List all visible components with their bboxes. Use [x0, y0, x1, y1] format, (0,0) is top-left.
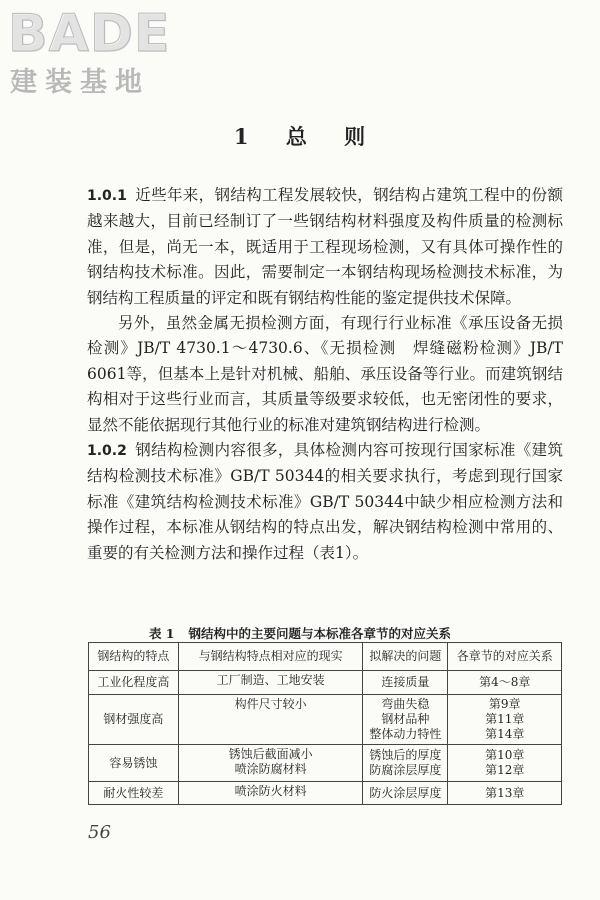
paragraph-text: 近些年来，钢结构工程发展较快，钢结构占建筑工程中的份额越来越大，目前已经制订了一些钢结构材料强度及构件质量的检测标准，但是，尚无一本，既适用于工程现场检测，又有具体可操作性的钢结构技术标准。因此，需要制定一本钢结构现场检测技术标准，为钢结构工程质量的评定和既有钢结构性能的鉴定提供技术保障。 [87, 186, 563, 307]
table-cell: 第9章 第11章 第14章 [448, 695, 562, 745]
table-header-cell: 各章节的对应关系 [448, 643, 562, 671]
table-cell: 锈蚀后的厚度 防腐涂层厚度 [363, 745, 448, 782]
body-text [87, 183, 563, 566]
chapter-heading [0, 121, 600, 151]
table-header-cell: 与钢结构特点相对应的现实 [178, 643, 362, 671]
table-cell: 工厂制造、工地安装 [178, 671, 362, 695]
table-cell: 第4～8章 [448, 671, 562, 695]
table-cell: 钢材强度高 [89, 695, 179, 745]
clause-number: 1.0.2 [87, 443, 127, 460]
paragraph-text: 钢结构检测内容很多，具体检测内容可按现行国家标准《建筑结构检测技术标准》GB/T 50344的相关要求执行，考虑到现行国家标准《建筑结构检测技术标准》GB/T 50344中缺少相应检测方法和操作过程，本标准从钢结构的特点出发，解决钢结构检测中常用的、重要的有关检测方法和操作过程（表1）。 [87, 441, 563, 562]
site-logo [8, 6, 171, 99]
logo-subtitle: 建装基地 [10, 67, 150, 98]
page-number: 56 [88, 822, 111, 843]
clause-number: 1.0.1 [87, 188, 127, 204]
table-number: 表 1 [148, 626, 175, 641]
table-cell: 锈蚀后截面减小 喷涂防腐材料 [178, 745, 362, 782]
table-cell: 构件尺寸较小 [178, 695, 362, 745]
table-header-cell: 拟解决的问题 [363, 643, 448, 671]
table-cell: 耐火性较差 [89, 782, 179, 805]
table-cell: 弯曲失稳 钢材品种 整体动力特性 [363, 695, 448, 745]
table-row [89, 745, 562, 782]
table-cell: 连接质量 [363, 671, 448, 695]
table-cell: 喷涂防火材料 [178, 782, 362, 805]
logo-brand: BADE [8, 4, 171, 64]
table-caption [0, 624, 600, 642]
paragraph [87, 183, 563, 311]
chapter-title-part1: 总 [285, 124, 308, 149]
table-row [89, 782, 562, 805]
chapter-number: 1 [233, 124, 250, 149]
table-body [89, 671, 562, 805]
table-row [89, 695, 562, 745]
table-cell: 工业化程度高 [89, 671, 179, 695]
table-row [89, 671, 562, 695]
table-header-row [89, 643, 562, 671]
table-cell: 防火涂层厚度 [363, 782, 448, 805]
table-cell: 第13章 [448, 782, 562, 805]
table-header-cell: 钢结构的特点 [89, 643, 179, 671]
paragraph [87, 438, 563, 566]
table-cell: 容易锈蚀 [89, 745, 179, 782]
table-caption-text: 钢结构中的主要问题与本标准各章节的对应关系 [188, 626, 452, 641]
table-cell: 第10章 第12章 [448, 745, 562, 782]
chapter-title-part2: 则 [344, 124, 367, 149]
paragraph-text: 另外，虽然金属无损检测方面，有现行行业标准《承压设备无损检测》JB/T 4730.1～4730.6、《无损检测 焊缝磁粉检测》JB/T 6061等，但基本上是针对机械、船舶、承压设备等行业。而建筑钢结构相对于这些行业而言，其质量等级要求较低，也无密闭性的要求，显然不能依据现行其他行业的标准对建筑钢结构进行检测。 [87, 314, 563, 434]
correspondence-table [88, 642, 562, 805]
paragraph [87, 311, 563, 438]
